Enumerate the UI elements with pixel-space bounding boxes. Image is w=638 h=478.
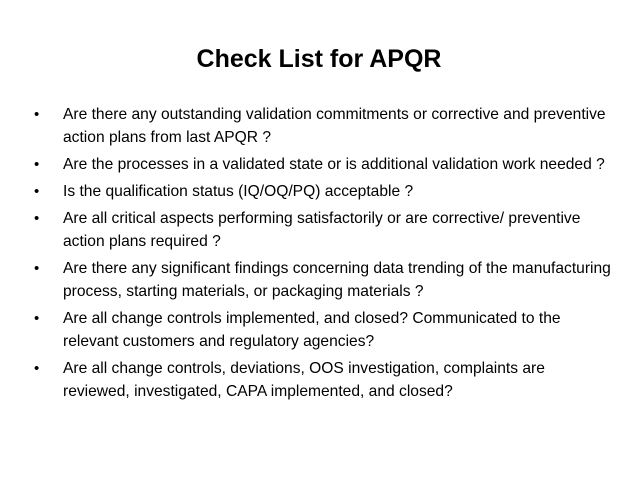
list-item-text: Are all change controls, deviations, OOS investigation, complaints are reviewed, investigated, CAPA implemented, and closed? — [63, 360, 545, 400]
checklist — [34, 103, 614, 407]
list-item — [34, 103, 614, 149]
list-item-text: Are all critical aspects performing satisfactorily or are corrective/ preventive action plans required ? — [63, 210, 581, 250]
list-item-text: Is the qualification status (IQ/OQ/PQ) acceptable ? — [63, 183, 414, 200]
bullet-icon: • — [34, 183, 40, 200]
bullet-icon: • — [34, 106, 40, 123]
list-item-text: Are the processes in a validated state or is additional validation work needed ? — [63, 156, 605, 173]
list-item-text: Are all change controls implemented, and closed? Communicated to the relevant customers and regulatory agencies? — [63, 310, 561, 350]
list-item — [34, 257, 614, 303]
list-item-text: Are there any outstanding validation commitments or corrective and preventive action plans from last APQR ? — [63, 106, 606, 146]
bullet-icon: • — [34, 210, 40, 227]
list-item-text: Are there any significant findings concerning data trending of the manufacturing process, starting materials, or packaging materials ? — [63, 260, 611, 300]
bullet-icon: • — [34, 310, 40, 327]
page-title: Check List for APQR — [196, 45, 442, 73]
list-item — [34, 207, 614, 253]
bullet-icon: • — [34, 156, 40, 173]
list-item — [34, 357, 614, 403]
list-item — [34, 307, 614, 353]
list-item — [34, 153, 614, 176]
bullet-icon: • — [34, 360, 40, 377]
bullet-icon: • — [34, 260, 40, 277]
list-item — [34, 180, 614, 203]
